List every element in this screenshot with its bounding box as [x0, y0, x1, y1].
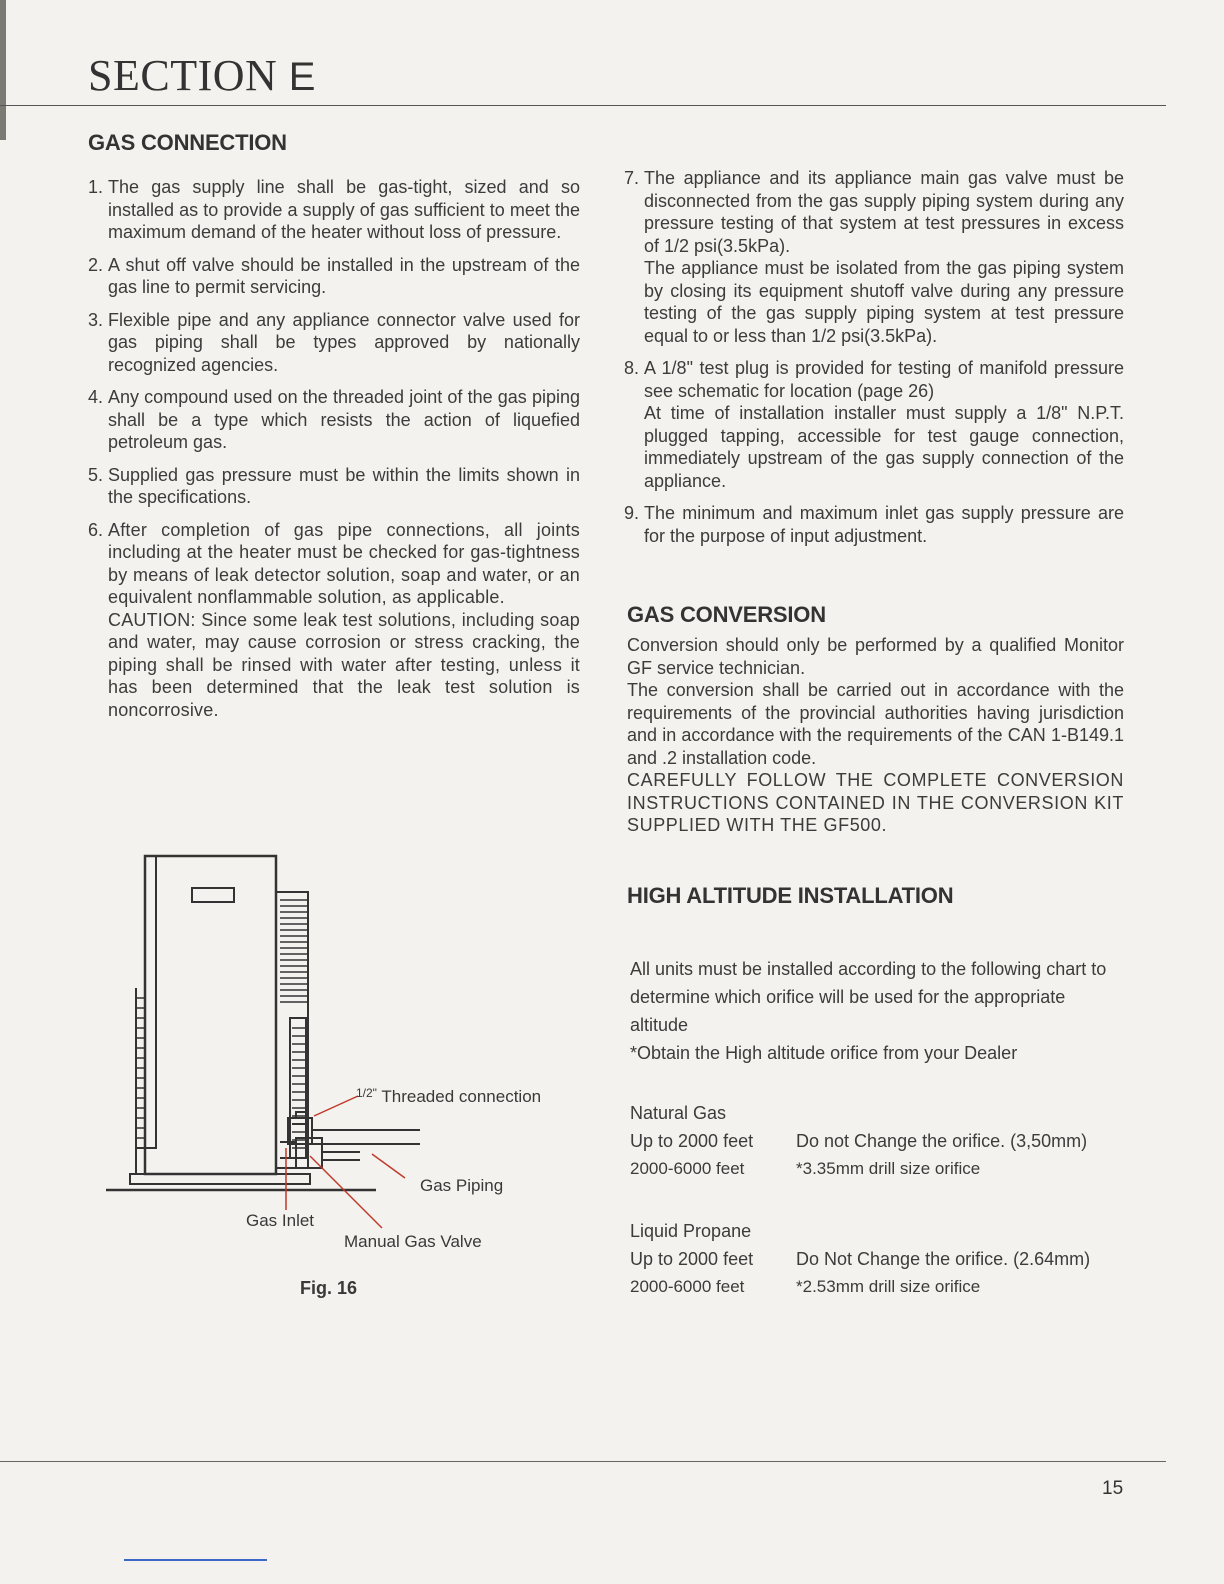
caution-text: CAUTION: Since some leak test solutions, including soap and water, may cause corrosion or stress cracking, the piping shall be rinsed with water after testing, unless it has been determined that the leak test solution is noncorrosive.	[108, 609, 580, 720]
gas-conversion-heading: GAS CONVERSION	[627, 602, 826, 627]
natural-gas-table	[627, 1099, 1127, 1183]
high-altitude-heading: HIGH ALTITUDE INSTALLATION	[627, 883, 954, 908]
list-item: 8. A 1/8" test plug is provided for testing of manifold pressure see schematic for location (page 26) At time of installation installer must supply a 1/8" N.P.T. plugged tapping, accessible for test gauge connection, immediately upstream of the gas supply connection of the appliance.	[624, 358, 1124, 491]
scan-artifact-line	[124, 1559, 267, 1561]
list-item: 2. A shut off valve should be installed in the upstream of the gas line to permit servicing.	[88, 254, 580, 297]
heater-cabinet	[145, 856, 276, 1174]
side-vents	[280, 900, 308, 1148]
gas-conversion-section	[627, 602, 1124, 837]
left-louvers	[136, 998, 144, 1138]
gas-connection-list-continued	[624, 167, 1124, 547]
gas-type-label: Natural Gas	[630, 1103, 727, 1123]
table-row: Up to 2000 feet Do not Change the orifice. (3,50mm)	[630, 1131, 1088, 1151]
header-rule	[0, 105, 1166, 106]
section-title: SECTION E	[88, 51, 316, 100]
table-row: Up to 2000 feet Do Not Change the orifice. (2.64mm)	[630, 1249, 1091, 1269]
heater-diagram	[100, 848, 580, 1268]
list-item: 3. Flexible pipe and any appliance connector valve used for gas piping shall be types approved by nationally recognized agencies.	[88, 309, 580, 375]
list-item: 7. The appliance and its appliance main gas valve must be disconnected from the gas supply piping system during any pressure testing of that system at test pressures in excess of 1/2 psi(3.5kPa). The appliance must be isolated from the gas piping system by closing its equipment shutoff valve during any pressure testing of the gas supply piping system at test pressure equal to or less than 1/2 psi(3.5kPa).	[624, 168, 1124, 346]
altitude-note: *Obtain the High altitude orifice from your Dealer	[630, 1043, 1018, 1063]
gas-type-label: Liquid Propane	[630, 1221, 752, 1241]
list-item: 5. Supplied gas pressure must be within the limits shown in the specifications.	[88, 464, 580, 507]
figure-caption: Fig. 16	[300, 1278, 358, 1298]
table-row: 2000-6000 feet *3.35mm drill size orifice	[630, 1159, 981, 1178]
gas-piping-label: Gas Piping	[420, 1176, 504, 1195]
gas-connection-heading: GAS CONNECTION	[88, 130, 287, 155]
propane-table	[627, 1217, 1127, 1301]
altitude-intro: All units must be installed according to the following chart to determine which orifice will be used for the appropriate altitude	[630, 959, 1107, 1035]
page-number: 15	[1102, 1478, 1124, 1499]
table-row: 2000-6000 feet *2.53mm drill size orifice	[630, 1277, 981, 1296]
conversion-warning: CAREFULLY FOLLOW THE COMPLETE CONVERSION INSTRUCTIONS CONTAINED IN THE CONVERSION KIT SUPPLIED WITH THE GF500.	[627, 770, 1124, 835]
list-item: 4. Any compound used on the threaded joint of the gas piping shall be a type which resists the action of liquefied petroleum gas.	[88, 387, 580, 452]
gas-connection-list	[88, 176, 580, 721]
conversion-paragraph: Conversion should only be performed by a qualified Monitor GF service technician.	[627, 635, 1124, 678]
threaded-connection-label: $^{1/2"}$ Threaded connection	[356, 1086, 542, 1106]
footer-rule	[0, 1461, 1166, 1462]
conversion-paragraph: The conversion shall be carried out in accordance with the requirements of the provincial authorities having jurisdiction and in accordance with the requirements of the CAN 1-B149.1 and .2 installation code.	[627, 680, 1124, 768]
high-altitude-section	[627, 883, 1127, 1301]
left-column	[88, 130, 580, 731]
scan-edge	[0, 0, 6, 140]
gas-inlet-label: Gas Inlet	[246, 1211, 315, 1230]
list-item: 9. The minimum and maximum inlet gas supply pressure are for the purpose of input adjustment.	[624, 503, 1124, 546]
right-column	[624, 167, 1124, 557]
manual-gas-valve-label: Manual Gas Valve	[344, 1232, 482, 1251]
list-item: 1. The gas supply line shall be gas-tight, sized and so installed as to provide a supply of gas sufficient to meet the maximum demand of the heater without loss of pressure.	[88, 177, 580, 242]
figure-16	[100, 848, 580, 1308]
display-window	[192, 888, 234, 902]
heater-base	[130, 1174, 310, 1184]
list-item: 6. After completion of gas pipe connections, all joints including at the heater must be checked for gas-tightness by means of leak detector solution, soap and water, or an equivalent nonflammable solution, as applicable. CAUTION: Since some leak test solutions, including soap and water, may cause corrosion or stress cracking, the piping shall be rinsed with water after testing, unless it has been determined that the leak test solution is noncorrosive.	[88, 519, 580, 720]
